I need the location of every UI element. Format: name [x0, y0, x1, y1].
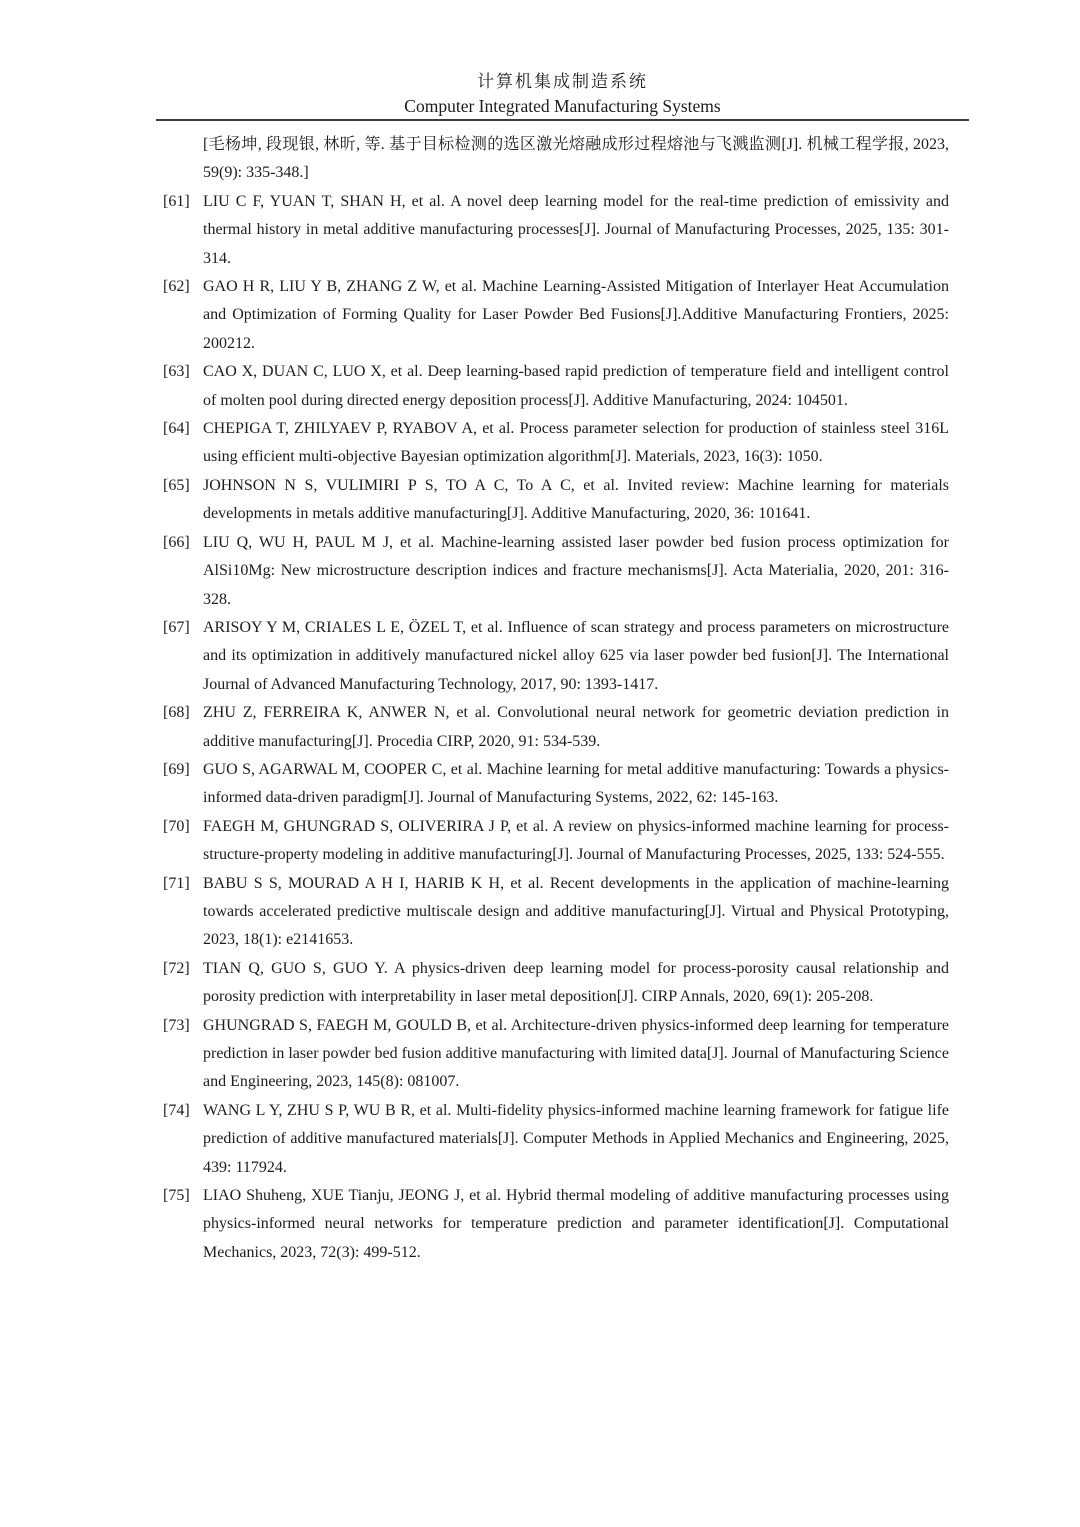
- reference-item: [163, 813, 949, 870]
- reference-text: JOHNSON N S, VULIMIRI P S, TO A C, To A C, et al. Invited review: Machine learning for materials developments in metals additive manufacturing[J]. Additive Manufacturing, 2020, 36: 101641.: [203, 476, 949, 523]
- reference-item: [163, 188, 949, 273]
- reference-text: CAO X, DUAN C, LUO X, et al. Deep learning-based rapid prediction of temperature field and intelligent control of molten pool during directed energy deposition process[J]. Additive Manufacturing, 2024: 104501.: [203, 363, 949, 409]
- reference-number: [68]: [163, 704, 190, 722]
- reference-number: [62]: [163, 278, 190, 296]
- reference-text: GAO H R, LIU Y B, ZHANG Z W, et al. Machine Learning-Assisted Mitigation of Interlayer Heat Accumulation and Optimization of Forming Quality for Laser Powder Bed Fusions[J].Additive Manufacturing Frontiers, 2025: 200212.: [203, 278, 949, 352]
- reference-text: BABU S S, MOURAD A H I, HARIB K H, et al. Recent developments in the application of machine-learning towards accelerated predictive multiscale design and additive manufacturing[J]. Virtual and Physical Prototyping, 2023, 18(1): e2141653.: [203, 874, 949, 949]
- reference-text: LIAO Shuheng, XUE Tianju, JEONG J, et al. Hybrid thermal modeling of additive manufacturing processes using physics-informed neural networks for temperature prediction and parameter identification[J]. Computational Mechanics, 2023, 72(3): 499-512.: [203, 1187, 949, 1261]
- reference-text: GHUNGRAD S, FAEGH M, GOULD B, et al. Architecture-driven physics-informed deep learning for temperature prediction in laser powder bed fusion additive manufacturing with limited data[J]. Journal of Manufacturing Science and Engineering, 2023, 145(8): 081007.: [203, 1016, 949, 1091]
- reference-item: [163, 472, 949, 529]
- reference-text: CHEPIGA T, ZHILYAEV P, RYABOV A, et al. Process parameter selection for production of stainless steel 316L using efficient multi-objective Bayesian optimization algorithm[J]. Materials, 2023, 16(3): 1050.: [203, 420, 949, 466]
- reference-number: [71]: [163, 874, 190, 892]
- reference-item: [163, 699, 949, 756]
- reference-text: ZHU Z, FERREIRA K, ANWER N, et al. Convolutional neural network for geometric deviation prediction in additive manufacturing[J]. Procedia CIRP, 2020, 91: 534-539.: [203, 704, 949, 750]
- reference-continuation-paragraph: [毛杨坤, 段现银, 林昕, 等. 基于目标检测的选区激光熔融成形过程熔池与飞溅监测[J]. 机械工程学报, 2023, 59(9): 335-348.]: [203, 136, 949, 182]
- reference-text: LIU C F, YUAN T, SHAN H, et al. A novel deep learning model for the real-time prediction of emissivity and thermal history in metal additive manufacturing processes[J]. Journal of Manufacturing Processes, 2025, 135: 301-314.: [203, 192, 949, 267]
- reference-text: GUO S, AGARWAL M, COOPER C, et al. Machine learning for metal additive manufacturing: Towards a physics-informed data-driven paradigm[J]. Journal of Manufacturing Systems, 2022, 62: 145-163.: [203, 760, 949, 807]
- reference-number: [61]: [163, 192, 190, 210]
- reference-list: [163, 188, 949, 1267]
- journal-title-zh: 计算机集成制造系统: [477, 72, 648, 91]
- reference-item: [163, 955, 949, 1012]
- reference-text: ARISOY Y M, CRIALES L E, ÖZEL T, et al. Influence of scan strategy and process parameters on microstructure and its optimization in additively manufactured nickel alloy 625 via laser powder bed fusion[J]. The International Journal of Advanced Manufacturing Technology, 2017, 90: 1393-1417.: [203, 618, 949, 693]
- reference-text: TIAN Q, GUO S, GUO Y. A physics-driven deep learning model for process-porosity causal relationship and porosity prediction with interpretability in laser metal deposition[J]. CIRP Annals, 2020, 69(1): 205-208.: [203, 959, 949, 1006]
- reference-item: [163, 870, 949, 955]
- reference-item: [163, 273, 949, 358]
- references-section: [163, 131, 949, 1267]
- reference-number: [67]: [163, 618, 190, 636]
- reference-item: [163, 415, 949, 472]
- reference-number: [73]: [163, 1016, 190, 1034]
- reference-text: FAEGH M, GHUNGRAD S, OLIVERIRA J P, et al. A review on physics-informed machine learning for process-structure-property modeling in additive manufacturing[J]. Journal of Manufacturing Processes, 2025, 133: 524-555.: [203, 817, 949, 864]
- journal-title-en: Computer Integrated Manufacturing Systems: [404, 96, 721, 116]
- reference-number: [72]: [163, 959, 190, 977]
- reference-item: [163, 614, 949, 699]
- reference-number: [74]: [163, 1101, 190, 1119]
- reference-item: [163, 1012, 949, 1097]
- reference-item: [163, 529, 949, 614]
- reference-item: [163, 756, 949, 813]
- reference-item: [163, 1097, 949, 1182]
- reference-number: [75]: [163, 1187, 190, 1205]
- reference-number: [63]: [163, 363, 190, 381]
- header-rule: [156, 119, 969, 121]
- journal-header: [156, 70, 969, 121]
- reference-item: [163, 1182, 949, 1267]
- reference-number: [65]: [163, 476, 190, 494]
- reference-number: [64]: [163, 420, 190, 438]
- reference-number: [69]: [163, 760, 190, 778]
- reference-item: [163, 358, 949, 415]
- reference-text: WANG L Y, ZHU S P, WU B R, et al. Multi-fidelity physics-informed machine learning framework for fatigue life prediction of additive manufactured materials[J]. Computer Methods in Applied Mechanics and Engineering, 2025, 439: 117924.: [203, 1101, 949, 1176]
- reference-number: [66]: [163, 533, 190, 551]
- reference-number: [70]: [163, 817, 190, 835]
- reference-text: LIU Q, WU H, PAUL M J, et al. Machine-learning assisted laser powder bed fusion process optimization for AlSi10Mg: New microstructure description indices and fracture mechanisms[J]. Acta Materialia, 2020, 201: 316-328.: [203, 533, 949, 608]
